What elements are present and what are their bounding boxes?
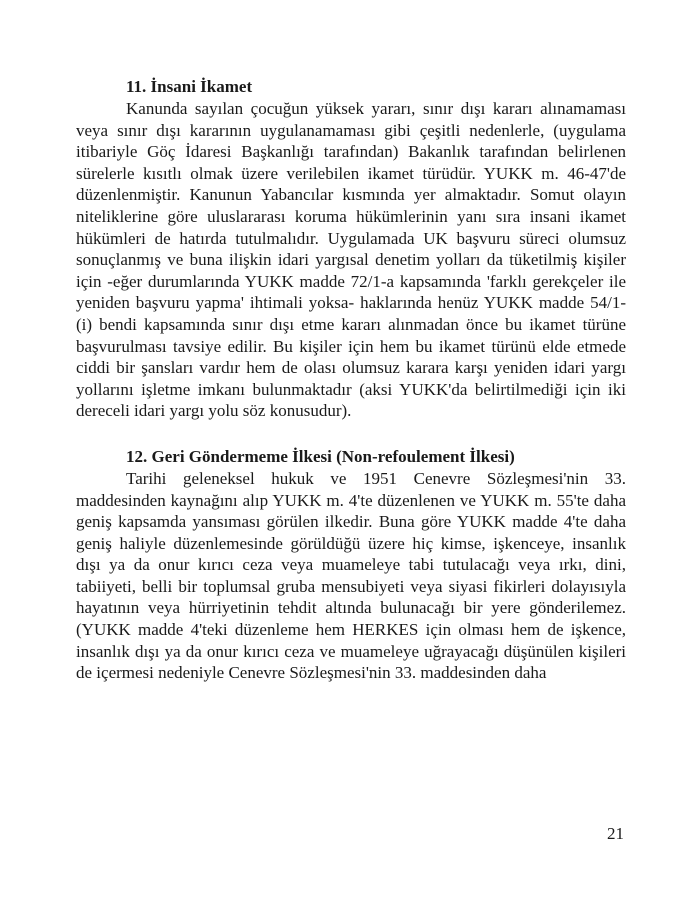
section-paragraph: Kanunda sayılan çocuğun yüksek yararı, sınır dışı kararı alınamaması veya sınır dışı kararının uygulanamaması gibi çeşitli nedenlerle, (uygulama itibariyle Göç İdaresi Başkanlığı tarafından) Bakanlık tarafından belirlenen sürelerle kısıtlı olmak üzere verilebilen ikamet türüdür. YUKK m. 46-47'de düzenlenmiştir. Kanunun Yabancılar kısmında yer almaktadır. Somut olayın niteliklerine göre uluslararası koruma hükümlerinin yanı sıra insani ikamet hükümleri de hatırda tutulmalıdır. Uygulamada UK başvuru süreci olumsuz sonuçlanmış ve buna ilişkin idari yargısal denetim yolları da tüketilmiş kişiler için -eğer durumlarında YUKK madde 72/1-a kapsamında 'farklı gerekçeler ile yeniden başvuru yapma' ihtimali yoksa- haklarında henüz YUKK madde 54/1-(i) bendi kapsamında sınır dışı etme kararı alınmadan önce bu ikamet türüne başvurulması tavsiye edilir. Bu kişiler için hem bu ikamet türünü elde etmede ciddi bir şansları vardır hem de olası olumsuz karara karşı yeniden idari yargı yollarını işletme imkanı bulunmaktadır (aksi YUKK'da belirtilmediği için iki dereceli idari yargı yolu söz konusudur). xyxy=(76,99,626,421)
section-paragraph: Tarihi geleneksel hukuk ve 1951 Cenevre Sözleşmesi'nin 33. maddesinden kaynağını alıp YUKK m. 4'te düzenlenen ve YUKK m. 55'te daha geniş kapsamda yansıması görülen ilkedir. Buna göre YUKK madde 4'te daha geniş haliyle düzenlemesinde görüldüğü üzere hiç kimse, işkenceye, insanlık dışı ya da onur kırıcı ceza veya muameleye tabi tutulacağı veya ırkı, dini, tabiiyeti, belli bir toplumsal gruba mensubiyeti veya siyasi fikirleri dolayısıyla hayatının veya hürriyetinin tehdit altında bulunacağı bir yere gönderilemez. (YUKK madde 4'teki düzenleme hem HERKES için olması hem de işkence, insanlık dışı ya da onur kırıcı ceza ve muameleye uğrayacağı düşünülen kişileri de içermesi nedeniyle Cenevre Sözleşmesi'nin 33. maddesinden daha xyxy=(76,468,626,683)
section-geri-gondermeme xyxy=(76,446,626,684)
page-number: 21 xyxy=(607,824,624,843)
section-heading: 11. İnsani İkamet xyxy=(126,77,253,96)
document-page xyxy=(76,76,626,684)
section-heading: 12. Geri Göndermeme İlkesi (Non-refoulement İlkesi) xyxy=(126,446,515,466)
section-insani-ikamet xyxy=(76,76,626,422)
